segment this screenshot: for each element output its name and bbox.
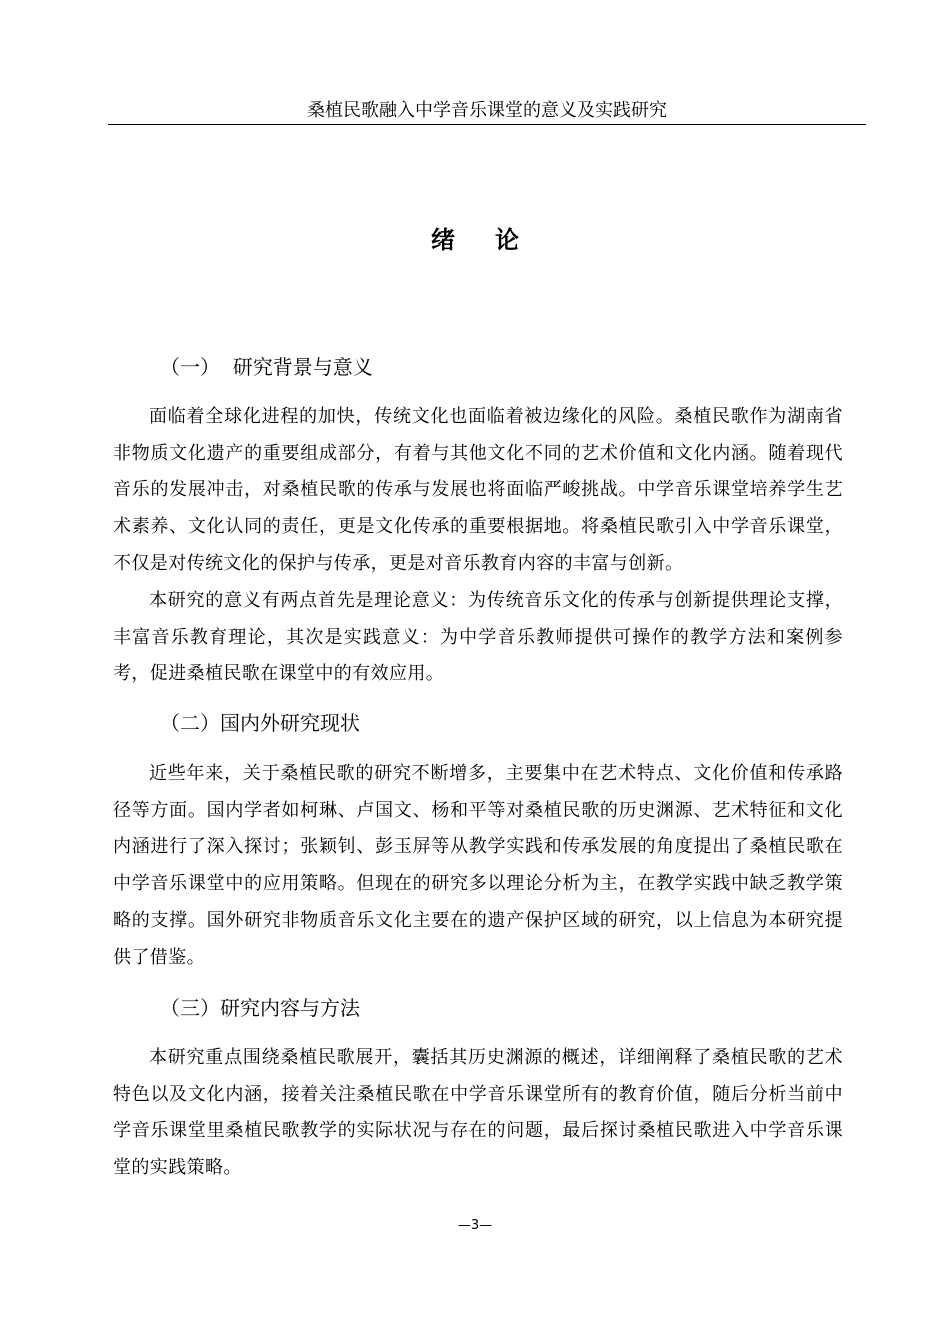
chapter-title: 绪论 [431,226,559,254]
section-heading-research-status: （二）国内外研究现状 [160,711,360,735]
paragraph-background: 面临着全球化进程的加快，传统文化也面临着被边缘化的风险。桑植民歌作为湖南省非物质文化遗产的重要组成部分，有着与其他文化不同的艺术价值和文化内涵。随着现代音乐的发展冲击，对桑植民歌的传承与发展也将面临严峻挑战。中学音乐课堂培养学生艺术素养、文化认同的责任，更是文化传承的重要根据地。将桑植民歌引入中学音乐课堂，不仅是对传统文化的保护与传承，更是对音乐教育内容的丰富与创新。 [113,406,843,574]
paragraph-significance: 本研究的意义有两点首先是理论意义：为传统音乐文化的传承与创新提供理论支撑，丰富音乐教育理论，其次是实践意义：为中学音乐教师提供可操作的教学方法和案例参考，促进桑植民歌在课堂中的有效应用。 [113,590,843,685]
section-heading-content-method: （三）研究内容与方法 [160,996,360,1020]
page-number: —3— [457,1218,493,1233]
section-heading-background: （一） 研究背景与意义 [160,355,373,379]
paragraph-content-method: 本研究重点围绕桑植民歌展开，囊括其历史渊源的概述，详细阐释了桑植民歌的艺术特色以及文化内涵，接着关注桑植民歌在中学音乐课堂所有的教育价值，随后分析当前中学音乐课堂里桑植民歌教学的实际状况与存在的问题，最后探讨桑植民歌进入中学音乐课堂的实践策略。 [113,1047,843,1179]
paragraph-research-status: 近些年来，关于桑植民歌的研究不断增多，主要集中在艺术特点、文化价值和传承路径等方面。国内学者如柯琳、卢国文、杨和平等对桑植民歌的历史渊源、艺术特征和文化内涵进行了深入探讨；张颖钊、彭玉屏等从教学实践和传承发展的角度提出了桑植民歌在中学音乐课堂中的应用策略。但现在的研究多以理论分析为主，在教学实践中缺乏教学策略的支撑。国外研究非物质音乐文化主要在的遗产保护区域的研究，以上信息为本研究提供了借鉴。 [113,763,843,968]
running-header: 桑植民歌融入中学音乐课堂的意义及实践研究 [108,98,866,125]
